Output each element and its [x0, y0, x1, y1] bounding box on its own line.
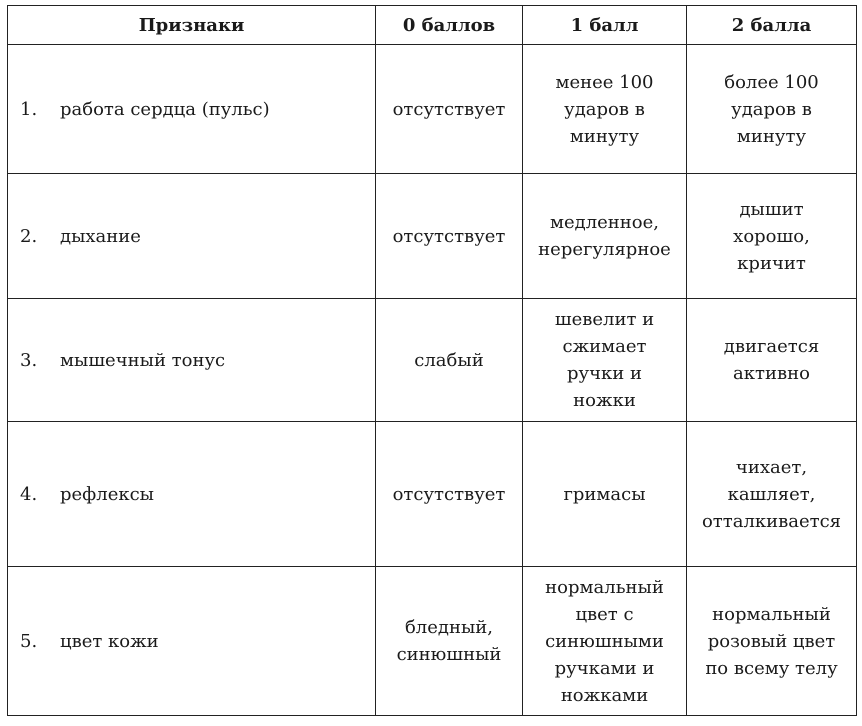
- apgar-table-container: [7, 5, 856, 716]
- score-0-cell: отсутствует: [376, 174, 523, 299]
- table-row: [8, 567, 857, 716]
- table-row: [8, 174, 857, 299]
- score-0-cell: бледный, синюшный: [376, 567, 523, 716]
- score-1-cell: гримасы: [523, 422, 687, 567]
- score-0-cell: отсутствует: [376, 45, 523, 174]
- score-2-cell: дышит хорошо, кричит: [687, 174, 857, 299]
- score-2-cell: нормальный розовый цвет по всему телу: [687, 567, 857, 716]
- sign-cell: [8, 567, 376, 716]
- row-number: 3.: [20, 349, 38, 371]
- sign-cell: [8, 45, 376, 174]
- sign-label: цвет кожи: [60, 630, 159, 652]
- header-sign: Признаки: [8, 6, 376, 45]
- table-row: [8, 299, 857, 422]
- score-1-cell: нормальный цвет с синюшными ручками и ножками: [523, 567, 687, 716]
- row-number: 2.: [20, 225, 38, 247]
- header-score-0: 0 баллов: [376, 6, 523, 45]
- score-0-cell: отсутствует: [376, 422, 523, 567]
- sign-cell: [8, 174, 376, 299]
- score-2-cell: чихает, кашляет, отталкивается: [687, 422, 857, 567]
- apgar-score-table: [7, 5, 857, 716]
- table-row: [8, 45, 857, 174]
- sign-label: рефлексы: [60, 483, 155, 505]
- score-2-cell: более 100 ударов в минуту: [687, 45, 857, 174]
- table-header-row: [8, 6, 857, 45]
- header-score-1: 1 балл: [523, 6, 687, 45]
- score-1-cell: медленное, нерегулярное: [523, 174, 687, 299]
- score-2-cell: двигается активно: [687, 299, 857, 422]
- row-number: 5.: [20, 630, 38, 652]
- sign-label: мышечный тонус: [60, 349, 226, 371]
- row-number: 1.: [20, 98, 38, 120]
- score-0-cell: слабый: [376, 299, 523, 422]
- sign-cell: [8, 422, 376, 567]
- score-1-cell: менее 100 ударов в минуту: [523, 45, 687, 174]
- sign-cell: [8, 299, 376, 422]
- row-number: 4.: [20, 483, 38, 505]
- sign-label: работа сердца (пульс): [60, 98, 270, 120]
- header-score-2: 2 балла: [687, 6, 857, 45]
- table-row: [8, 422, 857, 567]
- score-1-cell: шевелит и сжимает ручки и ножки: [523, 299, 687, 422]
- sign-label: дыхание: [60, 225, 141, 247]
